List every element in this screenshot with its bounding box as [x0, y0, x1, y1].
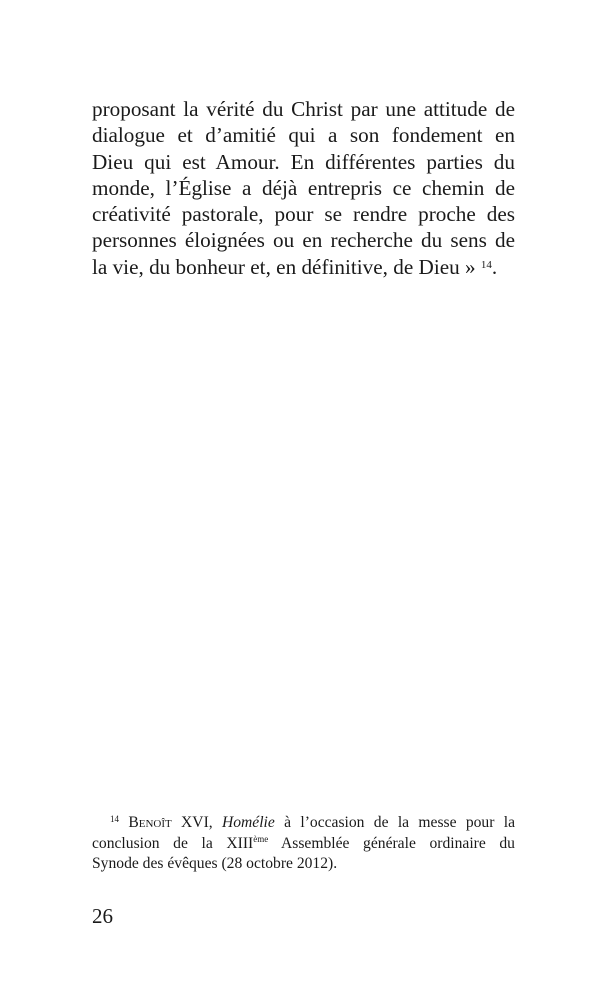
footnote-work-title: Homélie [221, 814, 275, 831]
paragraph-line: dialogue et d’amitié qui a son fondement en [92, 123, 515, 148]
main-paragraph [92, 96, 515, 280]
footnote-reference: 14 [480, 258, 492, 271]
footnote-line [92, 834, 515, 855]
footnote-text: conclusion de la XIII [92, 834, 254, 852]
closing-period: . [491, 254, 498, 279]
page-number: 26 [92, 904, 113, 928]
paragraph-line: monde, l’Église a déjà entrepris ce chemin de [92, 175, 515, 200]
footnote-line: Synode des évêques (28 octobre 2012). [92, 855, 338, 872]
footnote-text: à l’occasion de la messe pour la [284, 814, 515, 831]
paragraph-line: créativité pastorale, pour se rendre proche des [92, 202, 515, 227]
footnote-author: Benoît XVI, [128, 814, 213, 831]
paragraph-line-text: la vie, du bonheur et, en définitive, de Dieu » [92, 254, 476, 279]
ordinal-superscript: ème [253, 833, 269, 844]
footnote-line [92, 813, 515, 834]
footnote-mark: 14 [110, 814, 119, 824]
paragraph-line: Dieu qui est Amour. En différentes parties du [92, 149, 515, 174]
paragraph-line: proposant la vérité du Christ par une attitude de [92, 97, 515, 121]
footnote-text: Assemblée générale ordinaire du [281, 834, 515, 852]
paragraph-last-line [92, 254, 515, 280]
footnote [92, 813, 515, 875]
paragraph-line: personnes éloignées ou en recherche du sens de [92, 228, 515, 253]
